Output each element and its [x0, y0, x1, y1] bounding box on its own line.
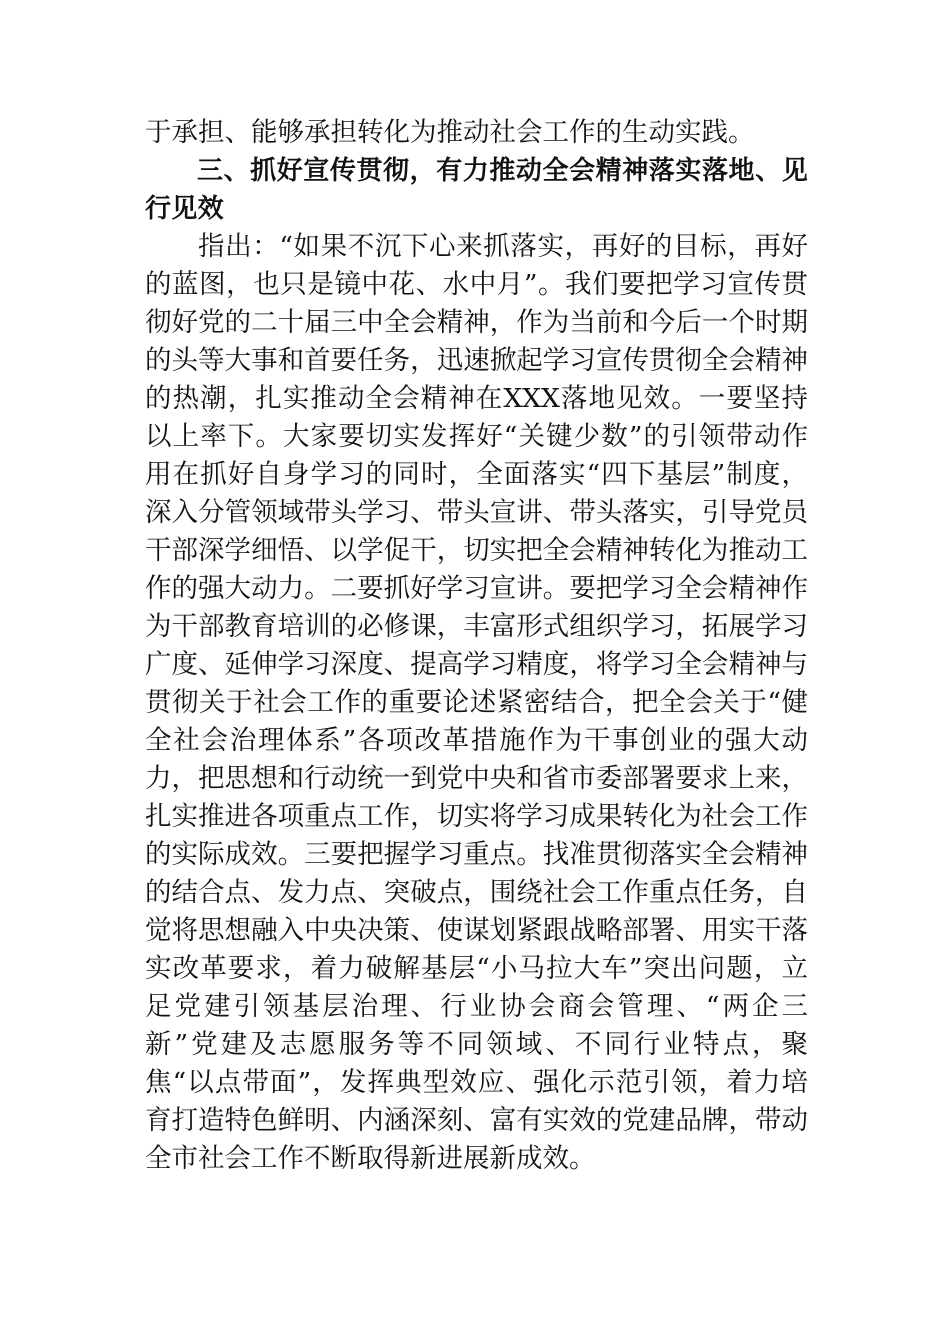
document-body	[145, 114, 808, 1178]
body-paragraph: 指出：“如果不沉下心来抓落实，再好的目标，再好的蓝图，也只是镜中花、水中月”。我们要把学习宣传贯彻好党的二十届三中全会精神，作为当前和今后一个时期的头等大事和首要任务，迅速掀起学习宣传贯彻全会精神的热潮，扎实推动全会精神在XXX落地见效。一要坚持以上率下。大家要切实发挥好“关键少数”的引领带动作用在抓好自身学习的同时，全面落实“四下基层”制度，深入分管领域带头学习、带头宣讲、带头落实，引导党员干部深学细悟、以学促干，切实把全会精神转化为推动工作的强大动力。二要抓好学习宣讲。要把学习全会精神作为干部教育培训的必修课，丰富形式组织学习，拓展学习广度、延伸学习深度、提高学习精度，将学习全会精神与贯彻关于社会工作的重要论述紧密结合，把全会关于“健全社会治理体系”各项改革措施作为干事创业的强大动力，把思想和行动统一到党中央和省市委部署要求上来，扎实推进各项重点工作，切实将学习成果转化为社会工作的实际成效。三要把握学习重点。找准贯彻落实全会精神的结合点、发力点、突破点，围绕社会工作重点任务，自觉将思想融入中央决策、使谋划紧跟战略部署、用实干落实改革要求，着力破解基层“小马拉大车”突出问题，立足党建引领基层治理、行业协会商会管理、“两企三新”党建及志愿服务等不同领域、不同行业特点，聚焦“以点带面”，发挥典型效应、强化示范引领，着力培育打造特色鲜明、内涵深刻、富有实效的党建品牌，带动全市社会工作不断取得新进展新成效。	[145, 231, 808, 1174]
section-heading: 三、抓好宣传贯彻，有力推动全会精神落实落地、见行见效	[145, 156, 808, 224]
continuation-line: 于承担、能够承担转化为推动社会工作的生动实践。	[145, 117, 755, 148]
